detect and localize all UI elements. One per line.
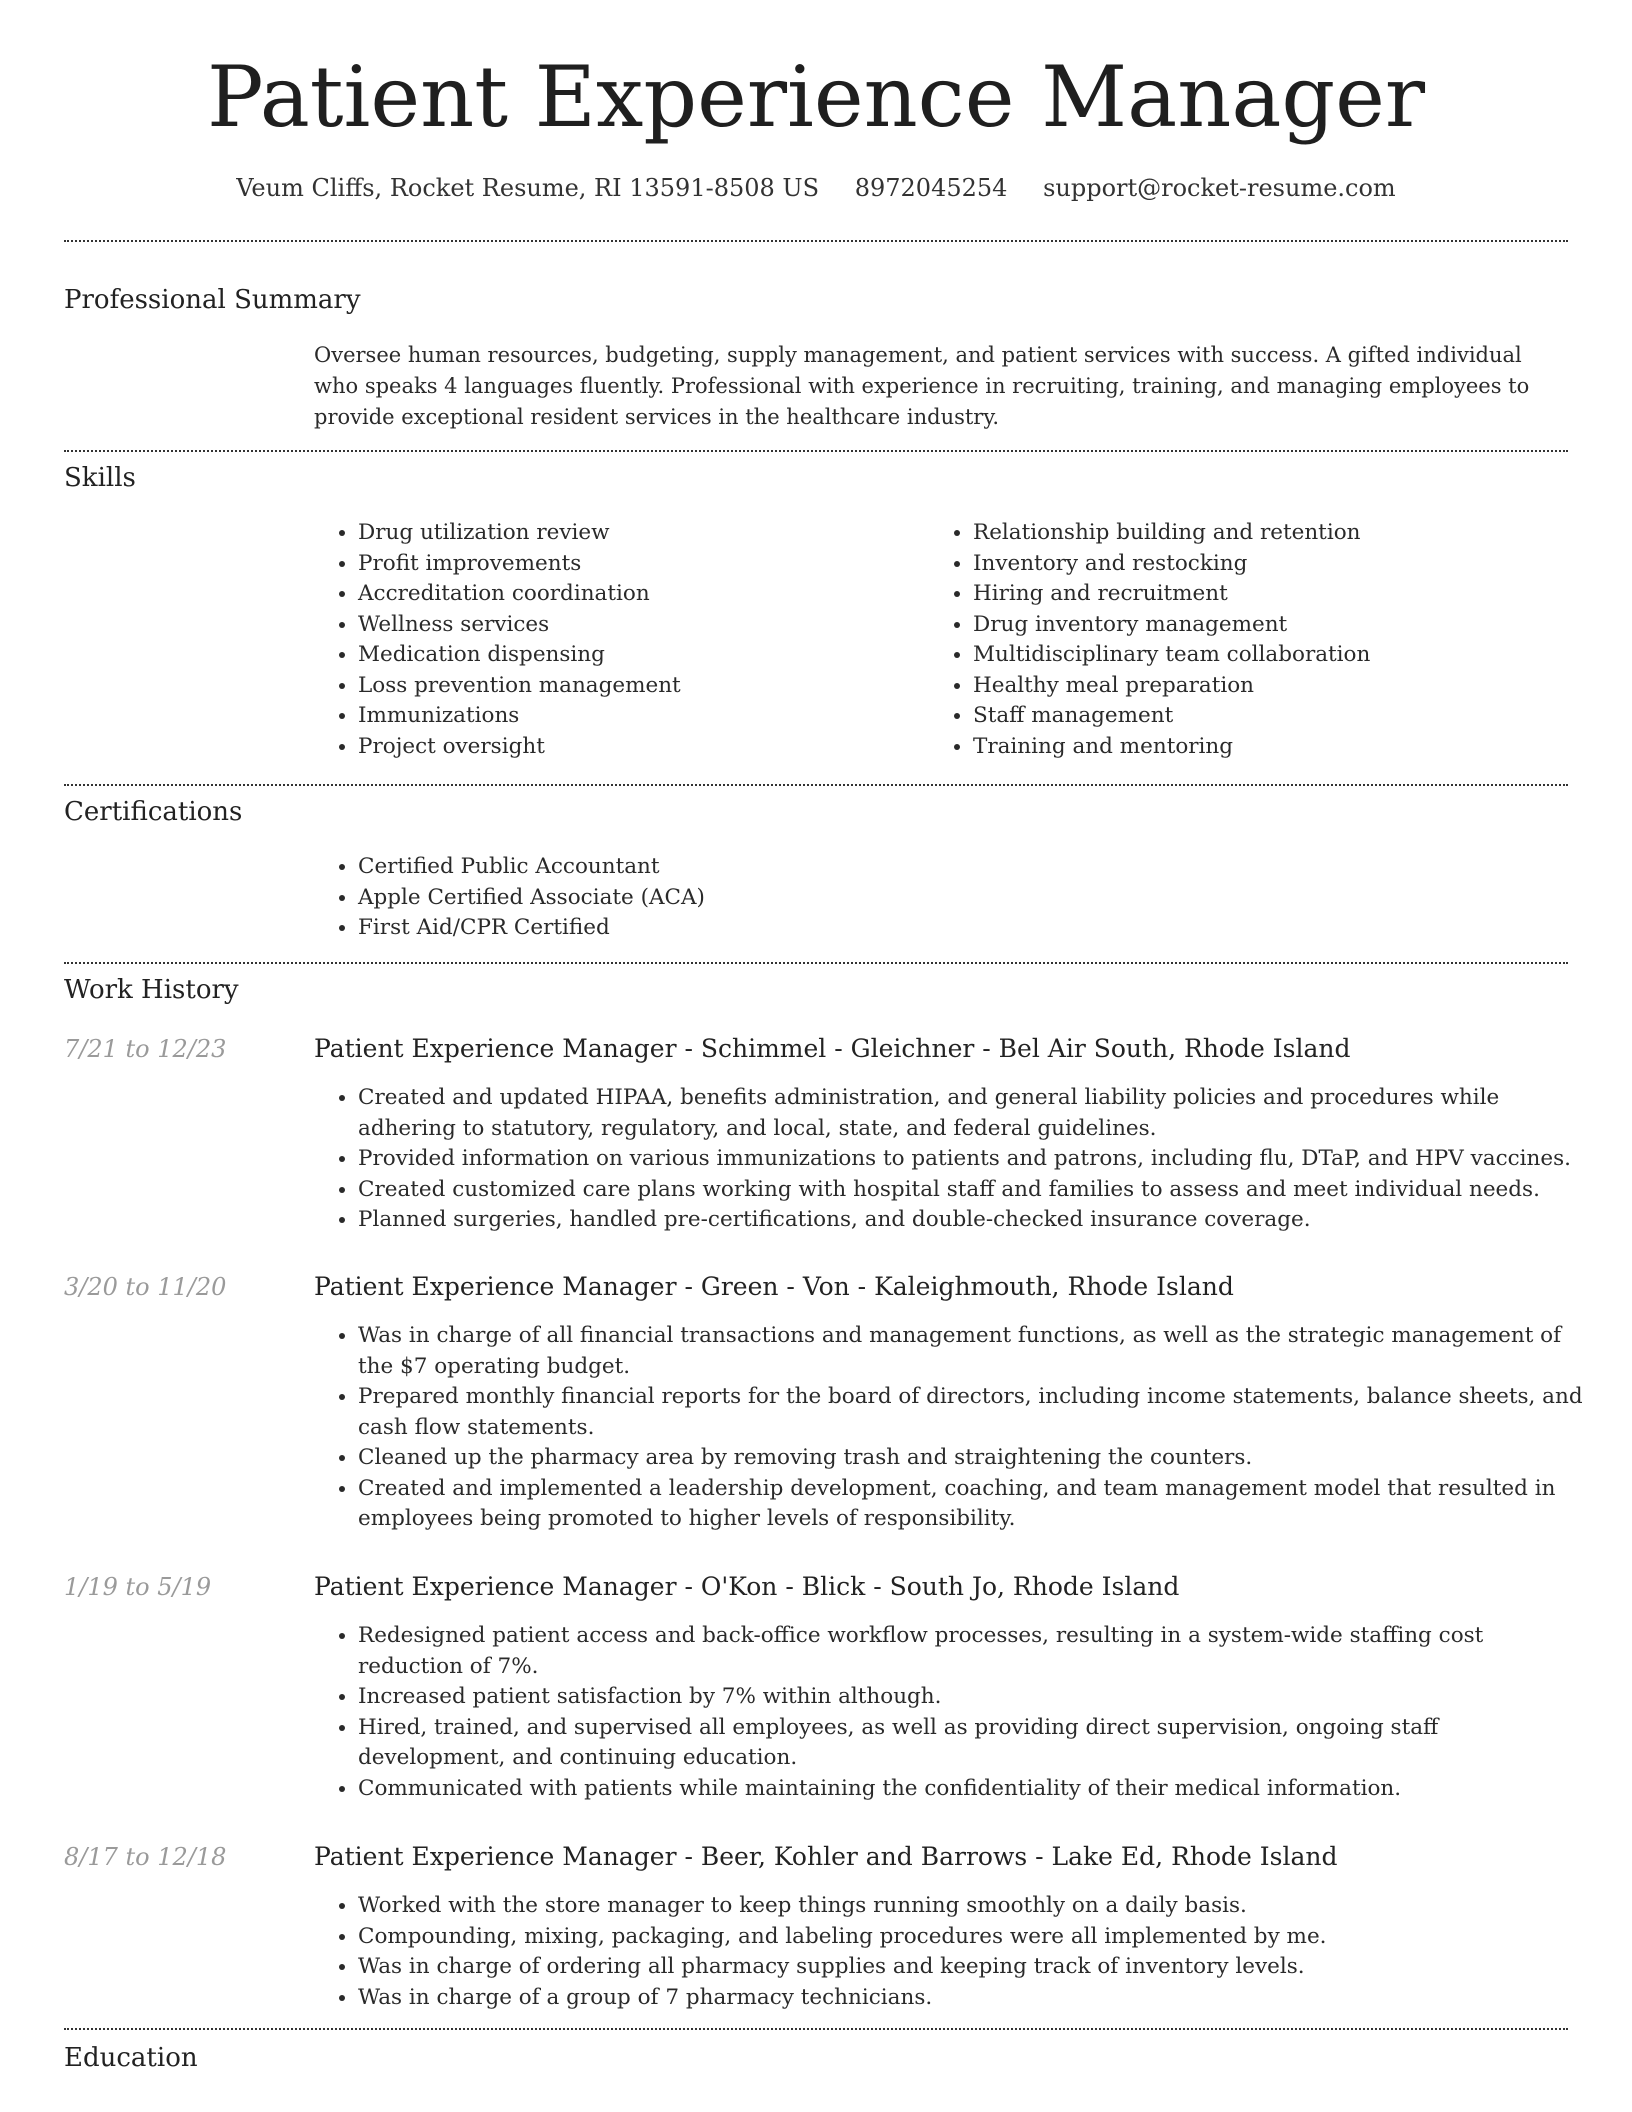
job-bullet: • Created and implemented a leadership development, coaching, and team management model that resulted in employees being promoted to higher levels of responsibility. — [358, 1474, 1588, 1535]
phone: 8972045254 — [854, 174, 1008, 202]
job-dates: 7/21 to 12/23 — [64, 1035, 227, 1063]
job-bullets — [314, 1083, 1588, 1236]
section-divider — [64, 240, 1568, 242]
job-bullet: • Was in charge of all financial transactions and management functions, as well as the strategic management of the $7 operating budget. — [358, 1321, 1588, 1382]
job-bullet: • Cleaned up the pharmacy area by removing trash and straightening the counters. — [358, 1443, 1588, 1474]
contact-line — [0, 170, 1632, 206]
job-bullet: • Increased patient satisfaction by 7% within although. — [358, 1682, 1588, 1713]
skill-item: • Drug utilization review — [358, 518, 681, 549]
section-divider — [64, 2028, 1568, 2030]
job-title: Patient Experience Manager - Green - Von - Kaleighmouth, Rhode Island — [314, 1272, 1234, 1301]
skill-item: • Medication dispensing — [358, 640, 681, 671]
section-divider — [64, 450, 1568, 452]
job-dates: 1/19 to 5/19 — [64, 1573, 212, 1601]
skills-list-right — [929, 518, 1370, 762]
section-divider — [64, 784, 1568, 786]
skills-list-left — [314, 518, 681, 762]
job-title: Patient Experience Manager - O'Kon - Blick - South Jo, Rhode Island — [314, 1572, 1180, 1601]
resume-name: Patient Experience Manager — [206, 48, 1426, 146]
job-bullet: • Compounding, mixing, packaging, and labeling procedures were all implemented by me. — [358, 1922, 1588, 1953]
skill-item: • Training and mentoring — [973, 732, 1370, 763]
job-bullet: • Created customized care plans working with hospital staff and families to assess and meet individual needs. — [358, 1175, 1588, 1206]
skill-item: • Drug inventory management — [973, 610, 1370, 641]
job-bullets — [314, 1321, 1588, 1535]
job-bullets — [314, 1891, 1588, 2013]
email: support@rocket-resume.com — [1043, 174, 1396, 202]
summary-text: Oversee human resources, budgeting, supply management, and patient services with success. A gifted individual who speaks 4 languages fluently. Professional with experience in recruiting, training, and managing employees to provide exceptional resident services in the healthcare industry. — [314, 343, 1530, 429]
job-bullets — [314, 1621, 1588, 1804]
skill-item: • Hiring and recruitment — [973, 579, 1370, 610]
skill-item: • Immunizations — [358, 701, 681, 732]
job-bullet: • Prepared monthly financial reports for the board of directors, including income statements, balance sheets, and cash flow statements. — [358, 1382, 1588, 1443]
skill-item: • Multidisciplinary team collaboration — [973, 640, 1370, 671]
job-bullet: • Planned surgeries, handled pre-certifications, and double-checked insurance coverage. — [358, 1205, 1588, 1236]
certifications-list — [314, 852, 705, 944]
job-bullet: • Hired, trained, and supervised all employees, as well as providing direct supervision, ongoing staff development, and continuing education. — [358, 1713, 1588, 1774]
job-dates: 3/20 to 11/20 — [64, 1273, 227, 1301]
skill-item: • Wellness services — [358, 610, 681, 641]
address: Veum Cliffs, Rocket Resume, RI 13591-8508 US — [236, 174, 820, 202]
summary-heading: Professional Summary — [64, 285, 361, 315]
work-history-heading: Work History — [64, 975, 239, 1005]
skill-item: • Project oversight — [358, 732, 681, 763]
job-bullet: • Was in charge of a group of 7 pharmacy technicians. — [358, 1983, 1588, 2014]
certification-item: • Apple Certified Associate (ACA) — [358, 883, 705, 914]
skills-heading: Skills — [64, 463, 136, 493]
job-bullet: • Provided information on various immunizations to patients and patrons, including flu, DTaP, and HPV vaccines. — [358, 1144, 1588, 1175]
skill-item: • Staff management — [973, 701, 1370, 732]
job-title: Patient Experience Manager - Schimmel - Gleichner - Bel Air South, Rhode Island — [314, 1034, 1351, 1063]
skill-item: • Accreditation coordination — [358, 579, 681, 610]
education-heading: Education — [64, 2043, 198, 2073]
skill-item: • Loss prevention management — [358, 671, 681, 702]
certification-item: • Certified Public Accountant — [358, 852, 705, 883]
skill-item: • Profit improvements — [358, 549, 681, 580]
skill-item: • Healthy meal preparation — [973, 671, 1370, 702]
job-bullet: • Redesigned patient access and back-office workflow processes, resulting in a system-wide staffing cost reduction of 7%. — [358, 1621, 1588, 1682]
job-title: Patient Experience Manager - Beer, Kohler and Barrows - Lake Ed, Rhode Island — [314, 1842, 1338, 1871]
certifications-heading: Certifications — [64, 797, 243, 827]
job-bullet: • Was in charge of ordering all pharmacy supplies and keeping track of inventory levels. — [358, 1952, 1588, 1983]
job-bullet: • Communicated with patients while maintaining the confidentiality of their medical information. — [358, 1774, 1588, 1805]
certification-item: • First Aid/CPR Certified — [358, 913, 705, 944]
job-dates: 8/17 to 12/18 — [64, 1843, 227, 1871]
job-bullet: • Worked with the store manager to keep things running smoothly on a daily basis. — [358, 1891, 1588, 1922]
job-bullet: • Created and updated HIPAA, benefits administration, and general liability policies and procedures while adhering to statutory, regulatory, and local, state, and federal guidelines. — [358, 1083, 1588, 1144]
section-divider — [64, 962, 1568, 964]
skill-item: • Inventory and restocking — [973, 549, 1370, 580]
skill-item: • Relationship building and retention — [973, 518, 1370, 549]
